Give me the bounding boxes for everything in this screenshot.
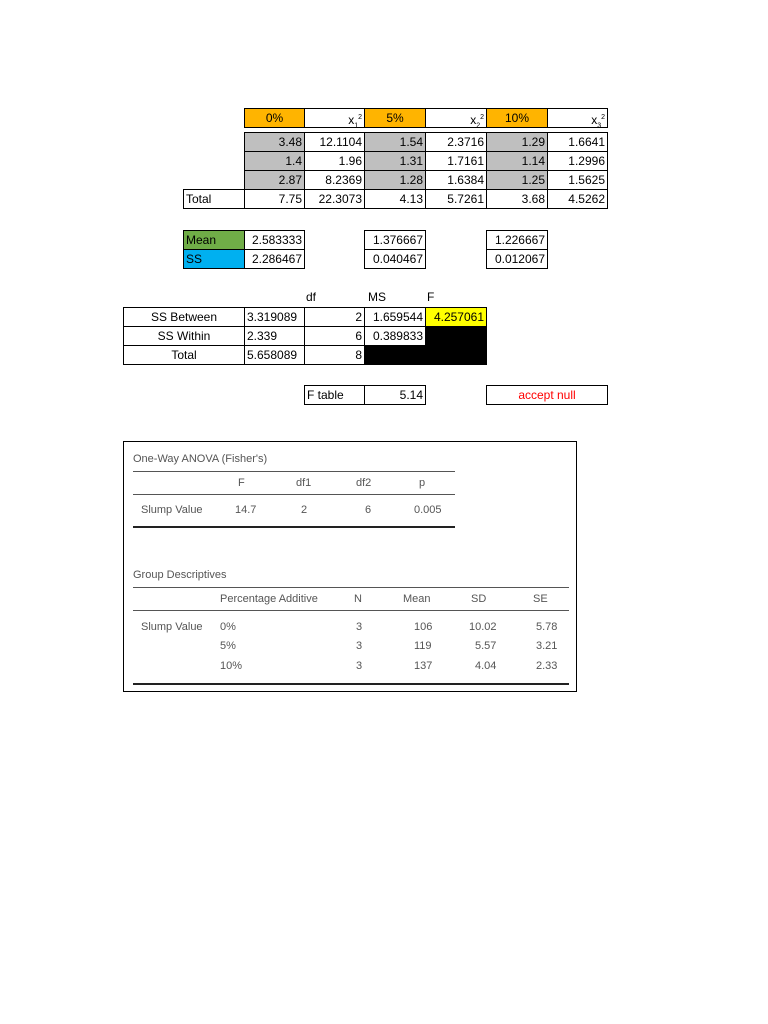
- desc-cell-sd: 10.02: [469, 621, 497, 633]
- cell-r1-x2sq: 2.3716: [425, 132, 487, 152]
- desc-cell-se: 5.78: [536, 621, 558, 633]
- desc-title-rule: [133, 587, 569, 588]
- desc-cell-mean: 106: [414, 621, 433, 633]
- anova-header-df2: df2: [356, 477, 372, 489]
- ss-within-value: 2.339: [244, 326, 305, 346]
- desc-cell-group: 0%: [220, 621, 236, 633]
- f-table-value: 5.14: [364, 385, 426, 405]
- desc-header-group: Percentage Additive: [220, 593, 318, 605]
- df-within: 6: [304, 326, 365, 346]
- header-x3-squared: $x_3^2$: [547, 108, 608, 128]
- anova-header-rule: [133, 494, 455, 495]
- df-between: 2: [304, 307, 365, 327]
- header-0pct: 0%: [244, 108, 305, 128]
- total-0pct: 7.75: [244, 189, 305, 209]
- total-x3sq: 4.5262: [547, 189, 608, 209]
- header-5pct: 5%: [364, 108, 426, 128]
- ms-within: 0.389833: [364, 326, 426, 346]
- desc-header-rule: [133, 610, 569, 611]
- cell-r1-0pct: 3.48: [244, 132, 305, 152]
- desc-bottom-rule: [133, 683, 569, 685]
- total-x2sq: 5.7261: [425, 189, 487, 209]
- cell-r3-5pct: 1.28: [364, 170, 426, 190]
- ms-between: 1.659544: [364, 307, 426, 327]
- desc-title: Group Descriptives: [133, 569, 227, 581]
- cell-r3-x2sq: 1.6384: [425, 170, 487, 190]
- anova-output-panel: [123, 441, 577, 692]
- total-ss-value: 5.658089: [244, 345, 305, 365]
- f-table-label: F table: [304, 385, 365, 405]
- total-5pct: 4.13: [364, 189, 426, 209]
- ss-0pct: 2.286467: [244, 249, 305, 269]
- anova-title-rule: [133, 471, 455, 472]
- desc-cell-se: 2.33: [536, 660, 558, 672]
- cell-r3-0pct: 2.87: [244, 170, 305, 190]
- cell-r1-x1sq: 12.1104: [304, 132, 365, 152]
- cell-r2-10pct: 1.14: [486, 151, 548, 171]
- mean-5pct: 1.376667: [364, 230, 426, 250]
- anova-header-p: p: [419, 477, 426, 489]
- conclusion: accept null: [486, 385, 608, 405]
- desc-header-sd: SD: [471, 593, 487, 605]
- desc-cell-group: 5%: [220, 640, 236, 652]
- cell-r3-x1sq: 8.2369: [304, 170, 365, 190]
- mean-10pct: 1.226667: [486, 230, 548, 250]
- total-label: Total: [183, 189, 245, 209]
- cell-r1-10pct: 1.29: [486, 132, 548, 152]
- total-x1sq: 22.3073: [304, 189, 365, 209]
- desc-cell-n: 3: [356, 640, 363, 652]
- header-ms: MS: [368, 290, 386, 304]
- ss-5pct: 0.040467: [364, 249, 426, 269]
- desc-header-se: SE: [533, 593, 548, 605]
- cell-r2-x1sq: 1.96: [304, 151, 365, 171]
- cell-r1-5pct: 1.54: [364, 132, 426, 152]
- desc-cell-n: 3: [356, 660, 363, 672]
- f-value: 4.257061: [425, 307, 487, 327]
- header-f: F: [427, 290, 435, 304]
- cell-r2-x2sq: 1.7161: [425, 151, 487, 171]
- desc-cell-mean: 119: [414, 640, 432, 652]
- anova-bottom-rule: [133, 526, 455, 528]
- desc-cell-se: 3.21: [536, 640, 558, 652]
- header-df: df: [306, 290, 317, 304]
- ss-between-label: SS Between: [123, 307, 245, 327]
- anova-title: One-Way ANOVA (Fisher's): [133, 453, 268, 465]
- ss-between-value: 3.319089: [244, 307, 305, 327]
- ss-10pct: 0.012067: [486, 249, 548, 269]
- anova-row-label: Slump Value: [141, 504, 203, 516]
- cell-r2-0pct: 1.4: [244, 151, 305, 171]
- anova-row-df2: 6: [365, 504, 372, 516]
- desc-header-n: N: [354, 593, 362, 605]
- anova-row-p: 0.005: [414, 504, 442, 516]
- cell-r2-x3sq: 1.2996: [547, 151, 608, 171]
- desc-cell-n: 3: [356, 621, 363, 633]
- desc-cell-sd: 5.57: [475, 640, 497, 652]
- mean-0pct: 2.583333: [244, 230, 305, 250]
- ss-within-label: SS Within: [123, 326, 245, 346]
- header-10pct: 10%: [486, 108, 548, 128]
- mean-label: Mean: [183, 230, 245, 250]
- header-x1-squared: $x_1^2$: [304, 108, 365, 128]
- ss-label: SS: [183, 249, 245, 269]
- cell-r3-x3sq: 1.5625: [547, 170, 608, 190]
- desc-cell-mean: 137: [414, 660, 433, 672]
- header-x2-squared: $x_2^2$: [425, 108, 487, 128]
- desc-cell-sd: 4.04: [475, 660, 497, 672]
- cell-r1-x3sq: 1.6641: [547, 132, 608, 152]
- cell-r2-5pct: 1.31: [364, 151, 426, 171]
- desc-header-mean: Mean: [403, 593, 431, 605]
- anova-row-df1: 2: [301, 504, 308, 516]
- anova-row-f: 14.7: [235, 504, 257, 516]
- anova-header-df1: df1: [296, 477, 312, 489]
- blank-cell-f-within: [425, 326, 487, 346]
- desc-var-label: Slump Value: [141, 621, 203, 633]
- blank-cell-ms-total: [364, 345, 426, 365]
- total-10pct: 3.68: [486, 189, 548, 209]
- df-total: 8: [304, 345, 365, 365]
- desc-cell-group: 10%: [220, 660, 243, 672]
- blank-cell-f-total: [425, 345, 487, 365]
- cell-r3-10pct: 1.25: [486, 170, 548, 190]
- total-ss-label: Total: [123, 345, 245, 365]
- anova-header-f: F: [238, 477, 245, 489]
